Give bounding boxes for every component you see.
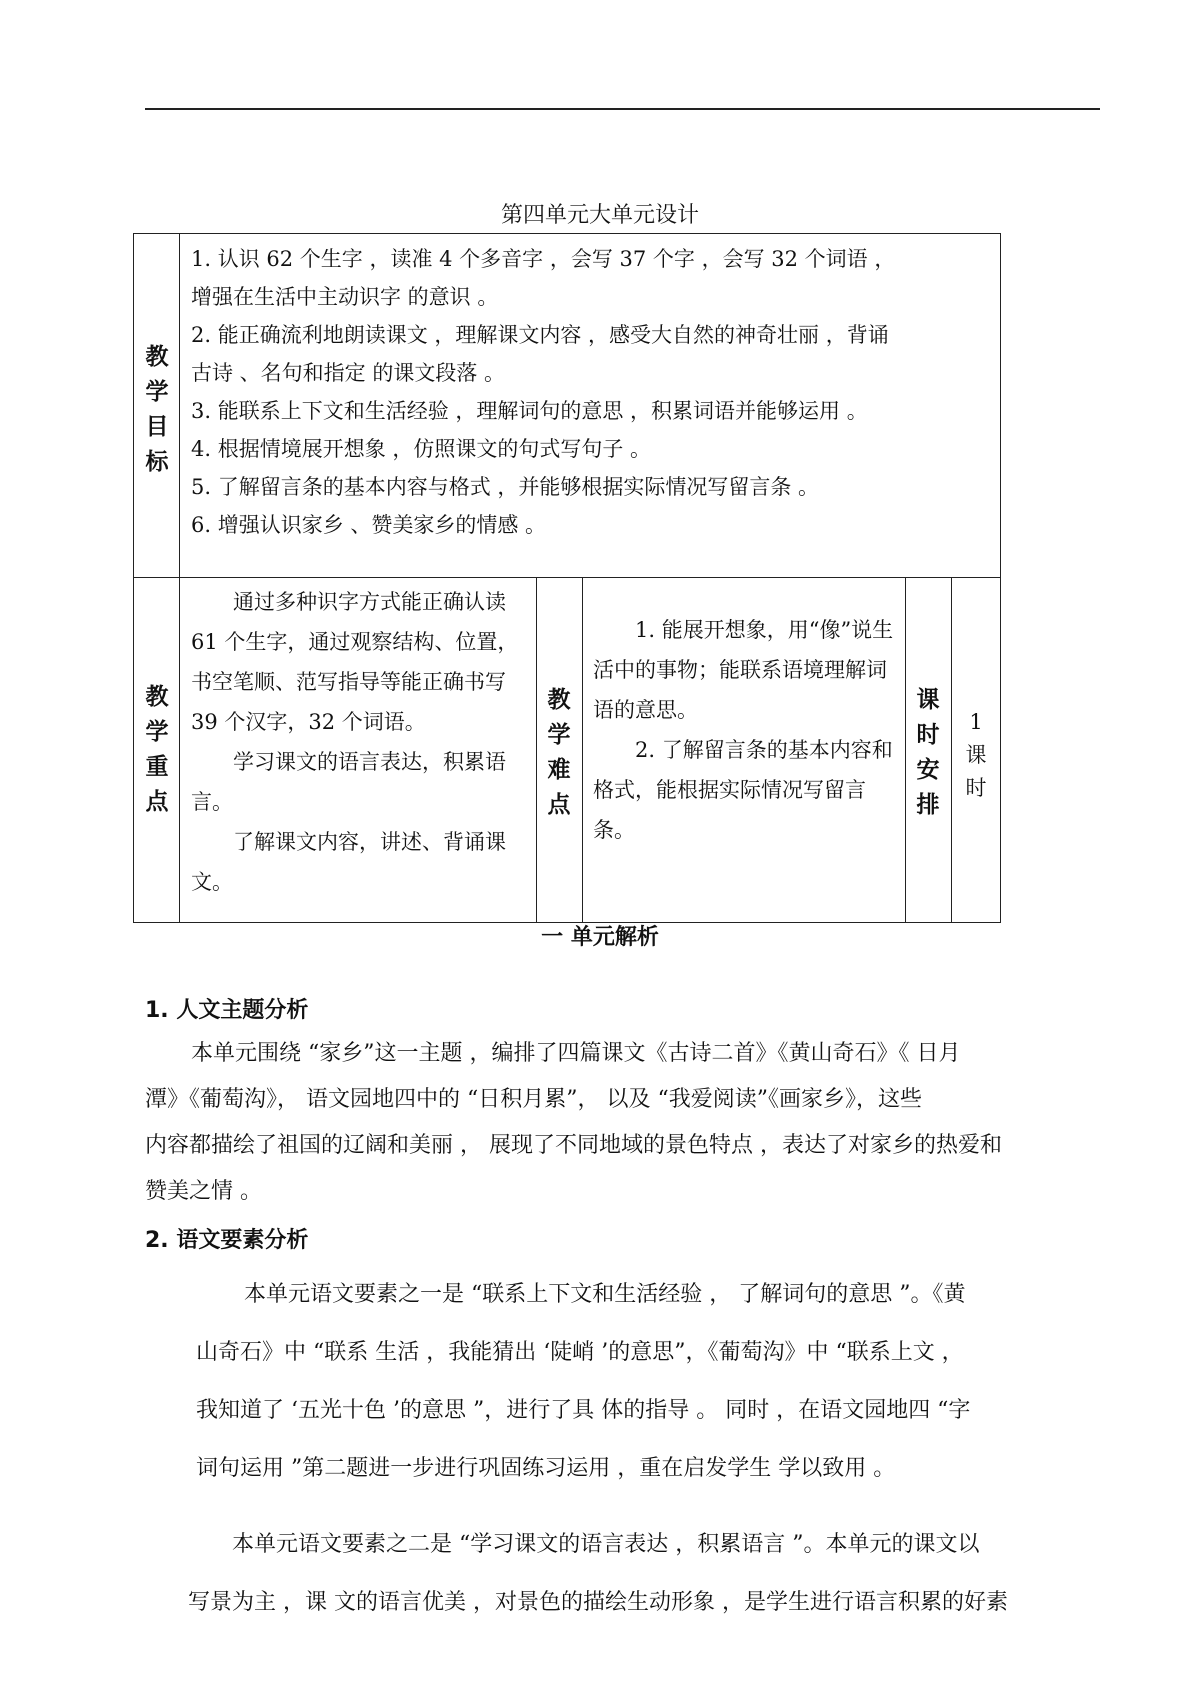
goals-label: 教 学 目 标: [145, 344, 169, 475]
body-line: 词句运用 ”第二题进一步进行巩固练习运用 ，重在启发学生 学以致用 。: [196, 1456, 896, 1481]
body-line: 我知道了 ‘五光十色 ’的意思 ”，进行了具 体的指导 。 同时 ，在语文园地四 “字: [196, 1398, 971, 1423]
table-col-divider-2: [582, 577, 583, 923]
difficult-point-paragraph: 2. 了解留言条的基本内容和格式，能根据实际情况写留言条。: [593, 738, 893, 842]
header-rule: [145, 108, 1100, 110]
goal-line: 2. 能正确流利地朗读课文 ，理解课文内容 ，感受大自然的神奇壮丽 ，背诵: [191, 323, 889, 347]
body-line: 本单元语文要素之二是 “学习课文的语言表达 ，积累语言 ”。本单元的课文以: [232, 1532, 980, 1557]
table-label-divider: [179, 233, 180, 923]
goal-line: 3. 能联系上下文和生活经验 ，理解词句的意思 ，积累词语并能够运用 。: [191, 399, 868, 423]
table-col-divider-3: [905, 577, 906, 923]
goal-line: 5. 了解留言条的基本内容与格式 ，并能够根据实际情况写留言条 。: [191, 475, 820, 499]
body-line: 赞美之情 。: [145, 1179, 262, 1204]
key-points-label: 教 学 重 点: [145, 684, 169, 815]
key-point-paragraph: 通过多种识字方式能正确认读 61 个生字，通过观察结构、位置，书空笔顺、范写指导等能正确书写 39 个汉字，32 个词语。: [191, 590, 519, 734]
key-point-paragraph: 学习课文的语言表达，积累语言。: [191, 750, 506, 814]
goal-line: 增强在生活中主动识字 的意识 。: [191, 285, 499, 309]
goal-line: 6. 增强认识家乡 、赞美家乡的情感 。: [191, 513, 547, 537]
table-col-divider-1: [536, 577, 537, 923]
document-title: 第四单元大单元设计: [500, 203, 699, 228]
difficult-points-label: 教 学 难 点: [547, 687, 571, 818]
schedule-value: 1 课 时: [965, 710, 987, 800]
goal-line: 4. 根据情境展开想象 ，仿照课文的句式写句子 。: [191, 437, 652, 461]
table-col-divider-4: [951, 577, 952, 923]
subsection-heading: 2. 语文要素分析: [145, 1228, 309, 1253]
body-line: 潭》《葡萄沟》， 语文园地四中的 “日积月累”， 以及 “我爱阅读”《画家乡》，这些: [145, 1087, 922, 1112]
body-line: 写景为主 ，课 文的语言优美 ，对景色的描绘生动形象 ，是学生进行语言积累的好素: [188, 1590, 1008, 1615]
difficult-points-text: [593, 610, 898, 850]
key-points-text: [191, 582, 527, 902]
table-row-divider: [133, 577, 1001, 578]
key-point-paragraph: 了解课文内容，讲述、背诵课文。: [191, 830, 506, 894]
body-line: 山奇石》中 “联系 生活 ，我能猜出 ‘陡峭 ’的意思”，《葡萄沟》中 “联系上文 ，: [196, 1340, 964, 1365]
difficult-point-paragraph: 1. 能展开想象，用“像”说生活中的事物；能联系语境理解词语的意思。: [593, 618, 894, 722]
goal-line: 1. 认识 62 个生字 ，读准 4 个多音字 ，会写 37 个字 ，会写 32 个词语 ，: [191, 247, 896, 271]
subsection-heading: 1. 人文主题分析: [145, 998, 309, 1023]
body-line: 本单元语文要素之一是 “联系上下文和生活经验 ， 了解词句的意思 ”。《黄: [244, 1282, 966, 1307]
body-line: 本单元围绕 “家乡”这一主题 ，编排了四篇课文《古诗二首》《黄山奇石》《 日月: [191, 1041, 961, 1066]
goal-line: 古诗 、名句和指定 的课文段落 。: [191, 361, 506, 385]
schedule-label: 课 时 安 排: [916, 687, 940, 818]
body-line: 内容都描绘了祖国的辽阔和美丽 ， 展现了不同地域的景色特点 ，表达了对家乡的热爱和: [145, 1133, 1002, 1158]
section-title: 一 单元解析: [541, 925, 659, 950]
